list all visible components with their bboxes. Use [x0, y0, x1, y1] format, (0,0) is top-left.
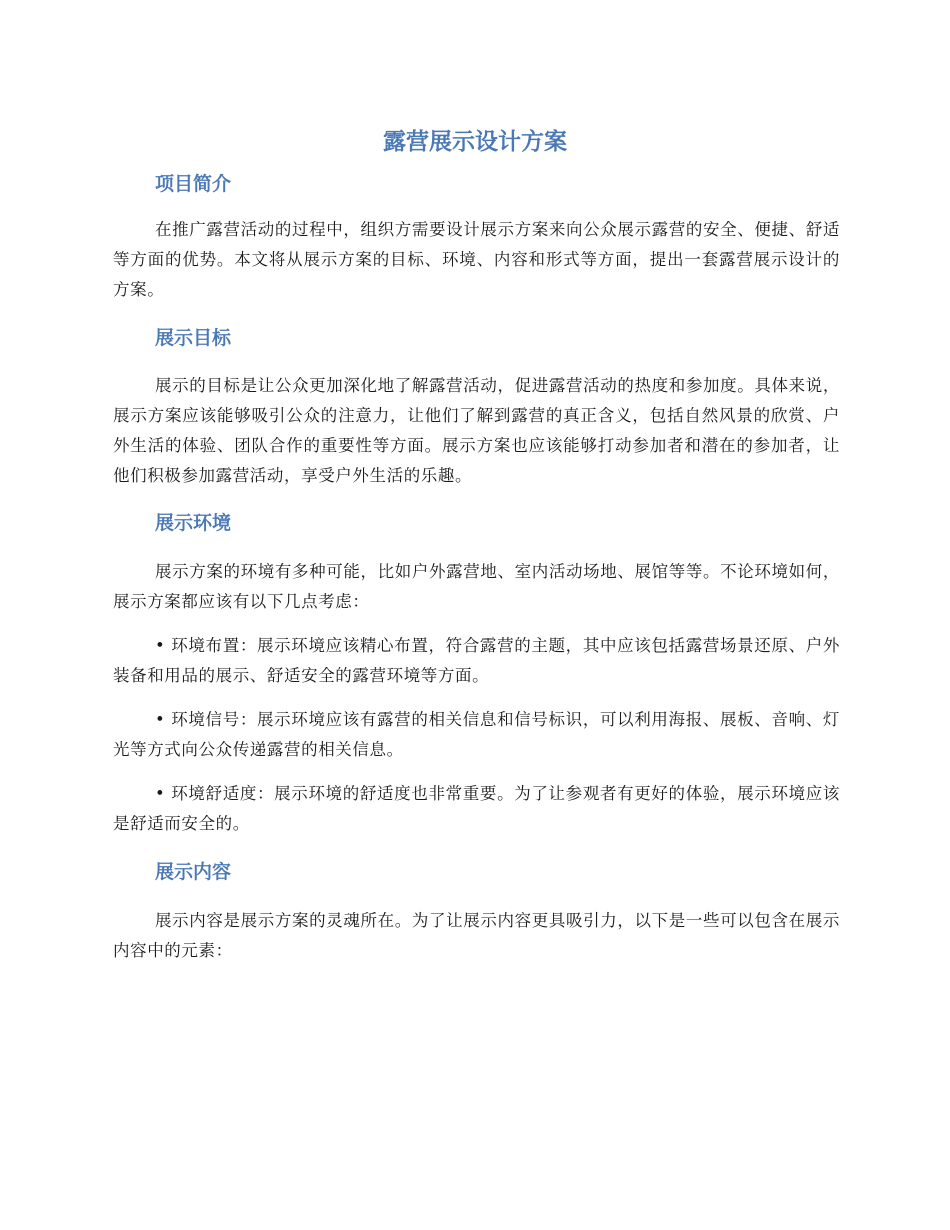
bullet-symbol: •	[155, 710, 166, 729]
document-body	[113, 168, 840, 966]
section-paragraph-goal: 展示的目标是让公众更加深化地了解露营活动，促进露营活动的热度和参加度。具体来说，展示方案应该能够吸引公众的注意力，让他们了解到露营的真正含义，包括自然风景的欣赏、户外生活的体验、团队合作的重要性等方面。展示方案也应该能够打动参加者和潜在的参加者，让他们积极参加露营活动，享受户外生活的乐趣。	[113, 376, 840, 485]
section-heading-goal: 展示目标	[155, 327, 232, 349]
bullet-item-signage	[113, 705, 840, 765]
bullet-text: 环境信号：展示环境应该有露营的相关信息和信号标识，可以利用海报、展板、音响、灯光等方式向公众传递露营的相关信息。	[113, 710, 840, 759]
bullet-text: 环境舒适度：展示环境的舒适度也非常重要。为了让参观者有更好的体验，展示环境应该是舒适而安全的。	[113, 784, 840, 833]
bullet-item-layout	[113, 631, 840, 691]
section-heading-content: 展示内容	[155, 861, 232, 883]
bullet-symbol: •	[155, 636, 166, 655]
document-title: 露营展示设计方案	[383, 129, 567, 155]
section-paragraph-intro: 在推广露营活动的过程中，组织方需要设计展示方案来向公众展示露营的安全、便捷、舒适等方面的优势。本文将从展示方案的目标、环境、内容和形式等方面，提出一套露营展示设计的方案。	[113, 220, 840, 299]
section-heading-intro: 项目简介	[155, 173, 232, 195]
bullet-text: 环境布置：展示环境应该精心布置，符合露营的主题，其中应该包括露营场景还原、户外装备和用品的展示、舒适安全的露营环境等方面。	[113, 636, 840, 685]
section-paragraph-content: 展示内容是展示方案的灵魂所在。为了让展示内容更具吸引力，以下是一些可以包含在展示内容中的元素：	[113, 911, 840, 960]
bullet-symbol: •	[155, 784, 166, 803]
bullet-item-comfort	[113, 779, 840, 839]
section-paragraph-environment: 展示方案的环境有多种可能，比如户外露营地、室内活动场地、展馆等等。不论环境如何，展示方案都应该有以下几点考虑：	[113, 562, 840, 611]
section-heading-environment: 展示环境	[155, 512, 232, 534]
